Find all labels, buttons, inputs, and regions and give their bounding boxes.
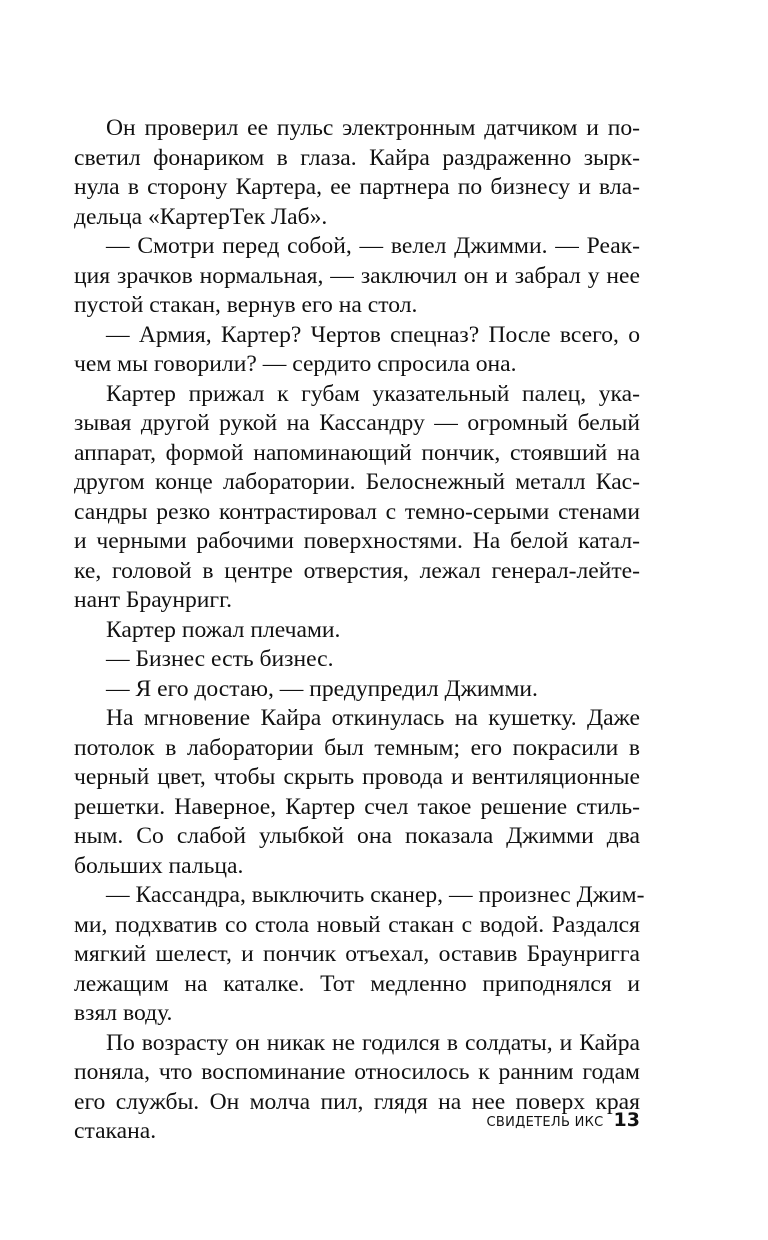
text-line: другом конце лаборатории. Белоснежный металл Кас- [74, 469, 640, 495]
text-line: его службы. Он молча пил, глядя на нее поверх края [74, 1088, 640, 1115]
page-footer [480, 1109, 640, 1131]
text-line: потолок в лаборатории был темным; его покрасили в [74, 734, 640, 761]
text-line: По возрасту он никак не годился в солдаты, и Кайра [106, 1029, 640, 1056]
text-line: лежащим на каталке. Тот медленно приподнялся и [74, 970, 640, 997]
text-line: Картер прижал к губам указательный палец, ука- [106, 380, 640, 407]
text-line: пустой стакан, вернув его на стол. [74, 292, 418, 318]
text-line: — Я его достаю, — предупредил Джимми. [106, 675, 538, 702]
text-line: аппарат, формой напоминающий пончик, стоявший на [74, 439, 640, 466]
text-line: — Кассандра, выключить сканер, — произнес Джим- [106, 882, 645, 908]
text-line: зывая другой рукой на Кассандру — огромный белый [74, 410, 640, 436]
text-line: больших пальца. [74, 852, 244, 879]
text-line: поняла, что воспоминание относилось к ранним годам [74, 1059, 640, 1085]
text-line: чем мы говорили? — сердито спросила она. [74, 351, 517, 377]
text-line: взял воду. [74, 1000, 173, 1026]
text-line: стакана. [74, 1118, 157, 1144]
text-line: мягкий шелест, и пончик отъехал, оставив Браунригга [74, 941, 640, 967]
text-line: ке, головой в центре отверстия, лежал генерал-лейте- [74, 557, 640, 584]
text-line: нула в сторону Картера, ее партнера по бизнесу и вла- [74, 174, 640, 200]
text-line: — Смотри перед собой, — велел Джимми. — Реак- [106, 233, 640, 259]
text-line: и черными рабочими поверхностями. На белой катал- [74, 528, 640, 554]
text-line: светил фонариком в глаза. Кайра раздраженно зырк- [74, 144, 640, 171]
running-title: СВИДЕТЕЛЬ ИКС [486, 1115, 604, 1130]
text-line: Он проверил ее пульс электронным датчиком и по- [106, 115, 640, 141]
text-line: дельца «КартерТек Лаб». [74, 203, 328, 230]
text-line: черный цвет, чтобы скрыть провода и вентиляционные [74, 764, 640, 790]
text-line: На мгновение Кайра откинулась на кушетку. Даже [106, 705, 640, 731]
text-line: ция зрачков нормальная, — заключил он и забрал у нее [74, 262, 640, 289]
text-line: нант Браунригг. [74, 587, 232, 613]
body-text [74, 114, 645, 1147]
text-line: сандры резко контрастировал с темно-серыми стенами [74, 498, 640, 525]
text-line: ным. Со слабой улыбкой она показала Джимми два [74, 823, 640, 849]
page-number: 13 [613, 1109, 640, 1131]
text-line: ми, подхватив со стола новый стакан с водой. Раздался [74, 911, 640, 938]
text-line: — Бизнес есть бизнес. [106, 646, 334, 672]
text-line: решетки. Наверное, Картер счел такое решение стиль- [74, 793, 640, 820]
text-line: Картер пожал плечами. [106, 616, 341, 643]
text-line: — Армия, Картер? Чертов спецназ? После всего, о [106, 321, 640, 348]
